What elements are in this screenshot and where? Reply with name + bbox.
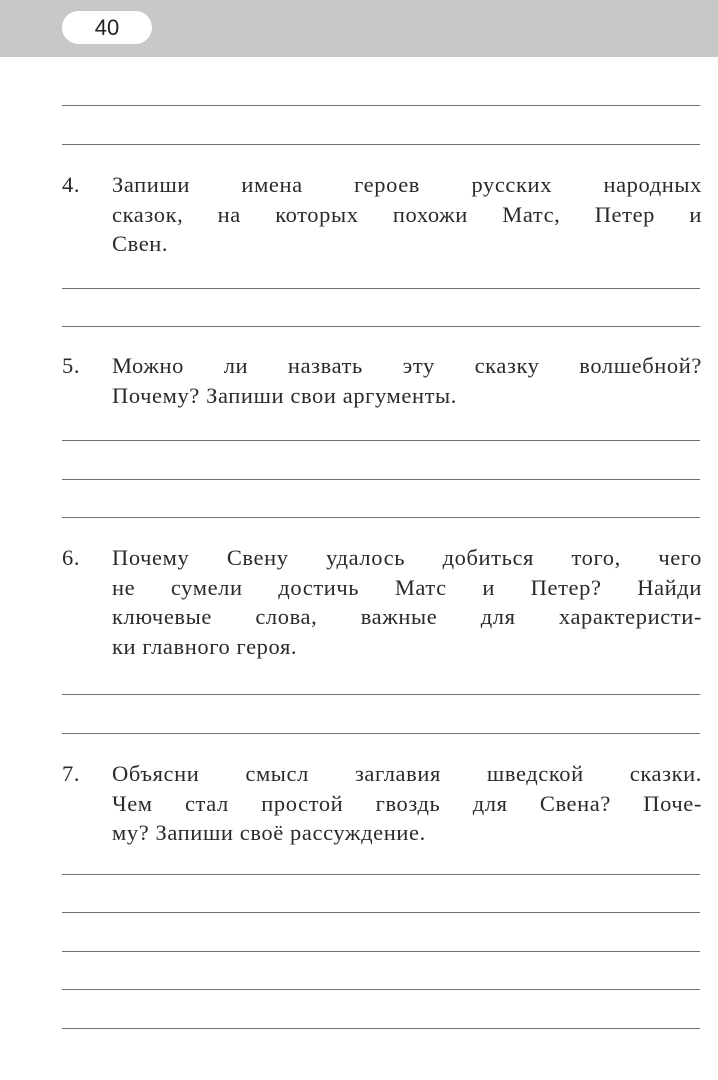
answer-line[interactable] bbox=[62, 326, 700, 327]
answer-line[interactable] bbox=[62, 479, 700, 480]
task-number: 4. bbox=[62, 172, 81, 197]
task-text-line: Объясни смысл заглавия шведской сказки. bbox=[112, 761, 702, 786]
answer-line[interactable] bbox=[62, 144, 700, 145]
task-text-line: Почему Свену удалось добиться того, чего bbox=[112, 545, 702, 570]
answer-line[interactable] bbox=[62, 951, 700, 952]
answer-line[interactable] bbox=[62, 694, 700, 695]
answer-line[interactable] bbox=[62, 517, 700, 518]
answer-line[interactable] bbox=[62, 989, 700, 990]
task-text-line: му? Запиши своё рассуждение. bbox=[112, 820, 426, 845]
task-text bbox=[112, 351, 702, 410]
task-text bbox=[112, 543, 702, 661]
task-text-line: сказок, на которых похожи Матс, Петер и bbox=[112, 201, 702, 227]
task-number: 5. bbox=[62, 353, 81, 378]
task-text-line: Можно ли назвать эту сказку волшебной? bbox=[112, 353, 702, 378]
answer-line[interactable] bbox=[62, 1028, 700, 1029]
answer-line[interactable] bbox=[62, 733, 700, 734]
task-text bbox=[112, 759, 702, 848]
task-number: 7. bbox=[62, 761, 81, 786]
answer-line[interactable] bbox=[62, 440, 700, 441]
task-text-line: Чем стал простой гвоздь для Свена? Поче- bbox=[112, 790, 702, 816]
task-number: 6. bbox=[62, 545, 81, 570]
answer-line[interactable] bbox=[62, 874, 700, 875]
task-text-line: Запиши имена героев русских народных bbox=[112, 172, 702, 197]
answer-line[interactable] bbox=[62, 105, 700, 106]
answer-line[interactable] bbox=[62, 912, 700, 913]
task-text-line: ключевые слова, важные для характеристи- bbox=[112, 604, 702, 629]
task-text-line: Свен. bbox=[112, 231, 169, 256]
task-text-line: Почему? Запиши свои аргументы. bbox=[112, 382, 457, 408]
answer-line[interactable] bbox=[62, 288, 700, 289]
task-text bbox=[112, 170, 702, 259]
page-number: 40 bbox=[62, 11, 152, 44]
task-text-line: ки главного героя. bbox=[112, 633, 298, 659]
task-text-line: не сумели достичь Матс и Петер? Найди bbox=[112, 574, 702, 600]
